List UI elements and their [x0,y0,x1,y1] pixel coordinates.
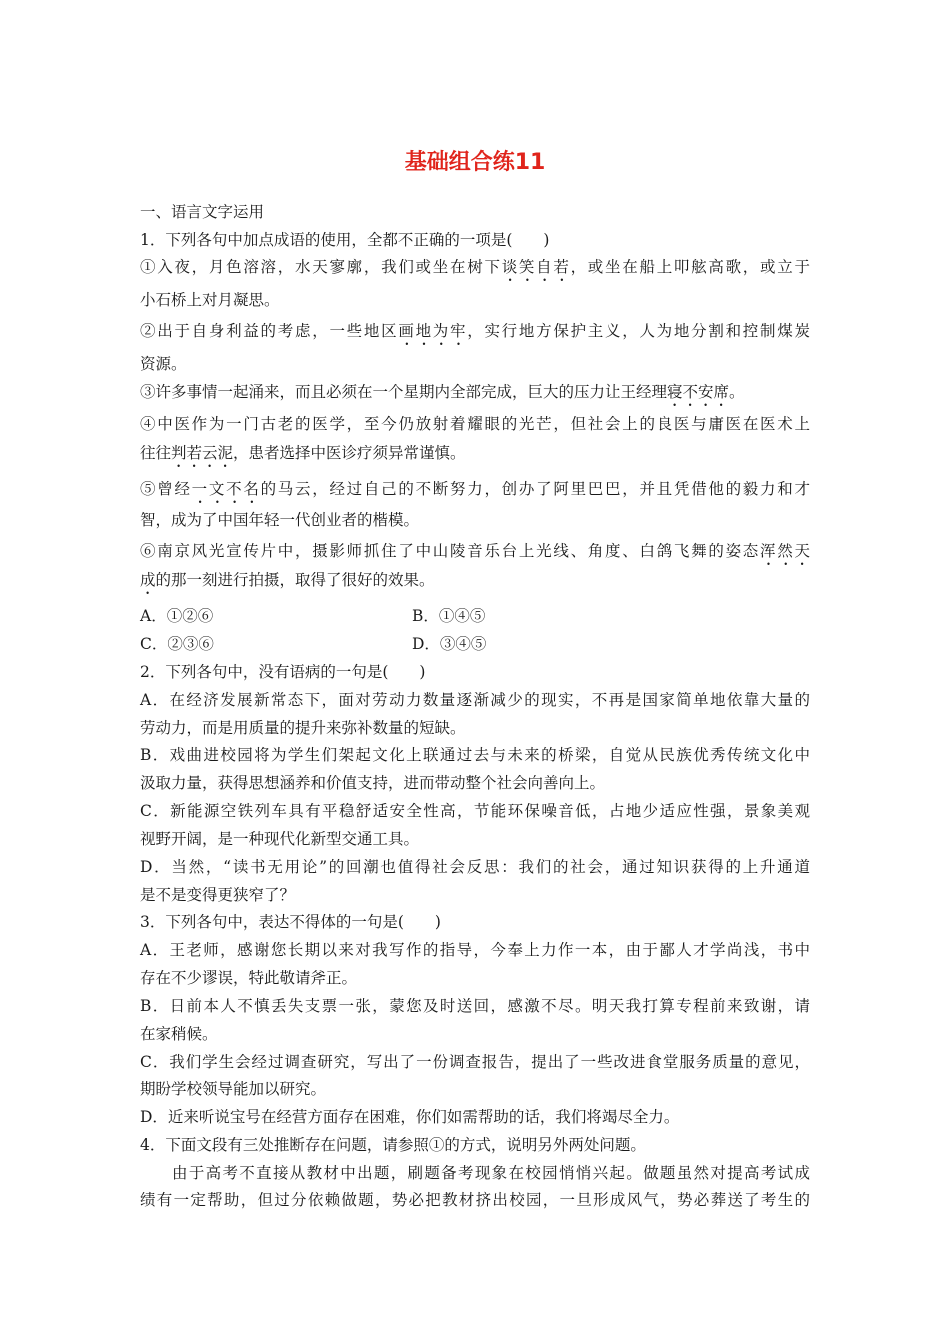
question-3-option-c-cont: 期盼学校领导能加以研究。 [140,1080,327,1098]
question-1-sentence-2: ②出于自身利益的考虑，一些地区画地为牢，实行地方保护主义，人为地分割和控制煤炭 [140,322,810,340]
emphasized-idiom: 判若云泥 [171,444,234,462]
question-4-passage-line-1: 由于高考不直接从教材中出题，刷题备考现象在校园悄悄兴起。做题虽然对提高考试成 [172,1164,810,1182]
question-1-sentence-5: ⑤曾经一文不名的马云，经过自己的不断努力，创办了阿里巴巴，并且凭借他的毅力和才 [140,480,810,498]
question-2-option-c: C．新能源空铁列车具有平稳舒适安全性高，节能环保噪音低，占地少适应性强，景象美观 [140,802,810,820]
question-4-stem: 4．下面文段有三处推断存在问题，请参照①的方式，说明另外两处问题。 [140,1136,646,1154]
question-2-option-b: B．戏曲进校园将为学生们架起文化上联通过去与未来的桥梁，自觉从民族优秀传统文化中 [140,746,810,764]
question-2-option-c-cont: 视野开阔，是一种现代化新型交通工具。 [140,830,420,848]
question-3-option-a-cont: 存在不少谬误，特此敬请斧正。 [140,969,358,987]
question-2-option-a: A．在经济发展新常态下，面对劳动力数量逐渐减少的现实，不再是国家简单地依靠大量的 [140,691,810,709]
question-3-option-b: B．日前本人不慎丢失支票一张，蒙您及时送回，感激不尽。明天我打算专程前来致谢，请 [140,997,810,1015]
page-title: 基础组合练11 [404,150,546,175]
question-1-sentence-5-cont: 智，成为了中国年轻一代创业者的楷模。 [140,511,420,529]
option-c: C．②③⑥ [140,635,214,653]
question-1-sentence-1-cont: 小石桥上对月凝思。 [140,291,280,309]
question-1-sentence-4: ④中医作为一门古老的医学，至今仍放射着耀眼的光芒，但社会上的良医与庸医在医术上 [140,415,810,433]
question-2-option-b-cont: 汲取力量，获得思想涵养和价值支持，进而带动整个社会向善向上。 [140,774,606,792]
question-1-sentence-6: ⑥南京风光宣传片中，摄影师抓住了中山陵音乐台上光线、角度、白鸽飞舞的姿态浑然天 [140,542,810,560]
question-1-options-row-2 [140,634,487,654]
question-3-option-b-cont: 在家稍候。 [140,1025,218,1043]
emphasized-idiom: 寝不安席 [667,383,730,401]
question-2-option-d: D．当然，“读书无用论”的回潮也值得社会反思：我们的社会，通过知识获得的上升通道 [140,858,810,876]
question-4-passage-line-2: 绩有一定帮助，但过分依赖做题，势必把教材挤出校园，一旦形成风气，势必葬送了考生的 [140,1191,810,1209]
question-3-option-c: C．我们学生会经过调查研究，写出了一份调查报告，提出了一些改进食堂服务质量的意见， [140,1053,810,1071]
question-3-option-a: A．王老师，感谢您长期以来对我写作的指导，今奉上力作一本，由于鄙人才学尚浅，书中 [140,941,810,959]
question-1-sentence-6-cont: 成的那一刻进行拍摄，取得了很好的效果。 [140,571,435,589]
question-3-option-d: D．近来听说宝号在经营方面存在困难，你们如需帮助的话，我们将竭尽全力。 [140,1108,680,1126]
option-d: D．③④⑤ [412,635,487,653]
question-3-stem: 3．下列各句中，表达不得体的一句是( ) [140,913,441,931]
emphasized-idiom: 成 [140,571,156,589]
emphasized-idiom: 一文不名 [191,480,261,498]
section-heading: 一、语言文字运用 [140,203,265,221]
question-1-sentence-3: ③许多事情一起涌来，而且必须在一个星期内全部完成，巨大的压力让王经理寝不安席。 [140,383,745,401]
question-1-options-row-1 [140,606,486,626]
emphasized-idiom: 谈笑自若 [501,258,571,276]
emphasized-idiom: 浑然天 [760,542,810,560]
question-1-sentence-2-cont: 资源。 [140,355,187,373]
question-1-sentence-4-cont: 往往判若云泥，患者选择中医诊疗须异常谨慎。 [140,444,466,462]
emphasized-idiom: 画地为牢 [398,322,468,340]
question-1-stem: 1．下列各句中加点成语的使用，全都不正确的一项是( ) [140,231,550,249]
question-1-sentence-1: ①入夜，月色溶溶，水天寥廓，我们或坐在树下谈笑自若，或坐在船上叩舷高歌，或立于 [140,258,810,276]
question-2-option-a-cont: 劳动力，而是用质量的提升来弥补数量的短缺。 [140,719,466,737]
question-2-option-d-cont: 是不是变得更狭窄了？ [140,886,296,904]
option-b: B．①④⑤ [412,607,486,625]
question-2-stem: 2．下列各句中，没有语病的一句是( ) [140,663,426,681]
option-a: A．①②⑥ [140,607,214,625]
